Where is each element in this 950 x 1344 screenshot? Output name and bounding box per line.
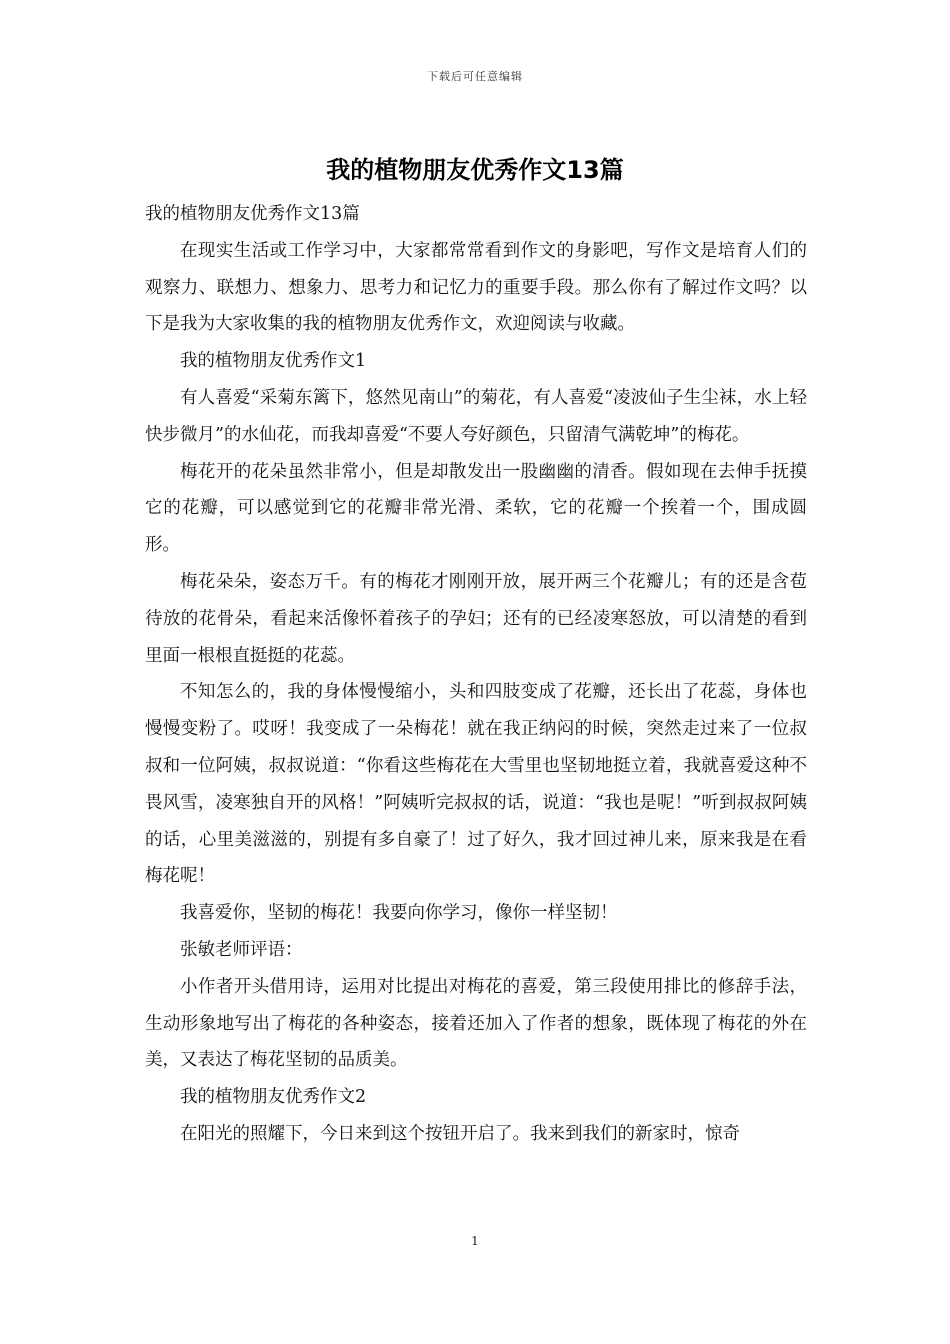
- subtitle-line: 我的植物朋友优秀作文13篇: [145, 204, 360, 224]
- body-paragraph: 梅花开的花朵虽然非常小，但是却散发出一股幽幽的清香。假如现在去伸手抚摸它的花瓣，可以感觉到它的花瓣非常光滑、柔软，它的花瓣一个挨着一个，围成圆形。: [145, 461, 807, 556]
- body-paragraph: 有人喜爱“采菊东篱下，悠然见南山”的菊花，有人喜爱“凌波仙子生尘袜，水上轻快步微月”的水仙花，而我却喜爱“不要人夸好颜色，只留清气满乾坤”的梅花。: [145, 387, 807, 445]
- comment-paragraph: 小作者开头借用诗，运用对比提出对梅花的喜爱，第三段使用排比的修辞手法，生动形象地写出了梅花的各种姿态，接着还加入了作者的想象，既体现了梅花的外在美，又表达了梅花坚韧的品质美。: [145, 976, 807, 1071]
- intro-paragraph: 在现实生活或工作学习中，大家都常常看到作文的身影吧，写作文是培育人们的观察力、联想力、想象力、思考力和记忆力的重要手段。那么你有了解过作文吗？以下是我为大家收集的我的植物朋友优秀作文，欢迎阅读与收藏。: [145, 240, 807, 335]
- section-heading: 我的植物朋友优秀作文1: [180, 351, 367, 372]
- section-heading: 我的植物朋友优秀作文2: [180, 1087, 367, 1108]
- document-body: [145, 196, 807, 1153]
- body-paragraph: 我喜爱你，坚韧的梅花！我要向你学习，像你一样坚韧！: [180, 903, 618, 924]
- document-title: 我的植物朋友优秀作文13篇: [326, 156, 624, 184]
- comment-heading: 张敏老师评语：: [180, 939, 303, 960]
- header-note: 下载后可任意编辑: [427, 70, 523, 83]
- page-number: 1: [471, 1234, 479, 1248]
- body-paragraph: 梅花朵朵，姿态万千。有的梅花才刚刚开放，展开两三个花瓣儿；有的还是含苞待放的花骨朵，看起来活像怀着孩子的孕妇；还有的已经凌寒怒放，可以清楚的看到里面一根根直挺挺的花蕊。: [145, 571, 807, 666]
- body-paragraph: 在阳光的照耀下，今日来到这个按钮开启了。我来到我们的新家时，惊奇: [180, 1123, 740, 1144]
- body-paragraph: 不知怎么的，我的身体慢慢缩小，头和四肢变成了花瓣，还长出了花蕊，身体也慢慢变粉了。哎呀！我变成了一朵梅花！就在我正纳闷的时候，突然走过来了一位叔叔和一位阿姨，叔叔说道：“你看这些梅花在大雪里也坚韧地挺立着，我就喜爱这种不畏风雪，凌寒独自开的风格！”阿姨听完叔叔的话，说道：“我也是呢！”听到叔叔阿姨的话，心里美滋滋的，别提有多自豪了！过了好久，我才回过神儿来，原来我是在看梅花呢！: [145, 682, 807, 887]
